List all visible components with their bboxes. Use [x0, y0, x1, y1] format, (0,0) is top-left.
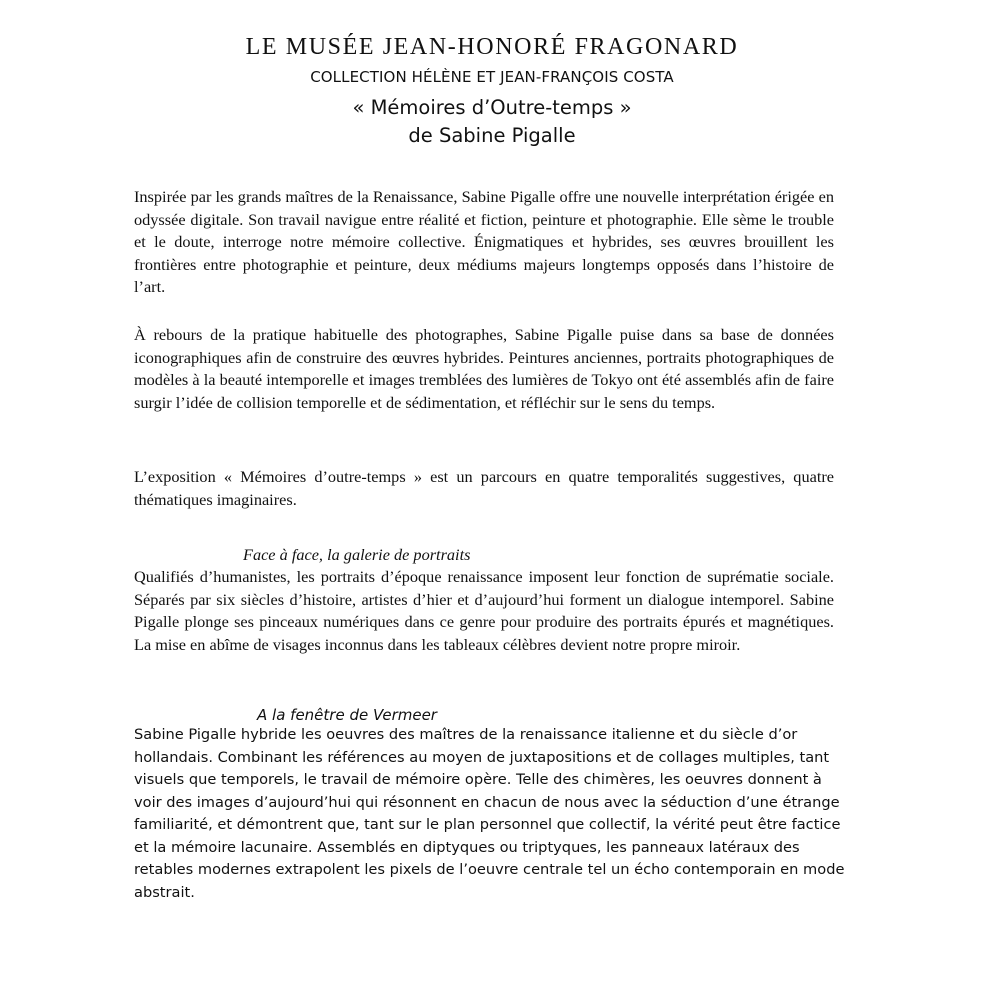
exhibition-title [0, 94, 984, 150]
exhibition-title-line1: « Mémoires d’Outre-temps » [352, 96, 632, 119]
third-paragraph: L’exposition « Mémoires d’outre-temps » est un parcours en quatre temporalités suggestives, quatre thématiques imaginaires. [134, 467, 834, 509]
section-heading-portraits: Face à face, la galerie de portraits [243, 545, 471, 564]
page-header [0, 30, 984, 150]
section-text-portraits: Qualifiés d’humanistes, les portraits d’époque renaissance imposent leur fonction de suprématie sociale. Séparés par six siècles d’histoire, artistes d’hier et d’aujourd’hui forment un dialogue intemporel. Sabine Pigalle plonge ses pinceaux numériques dans ce genre pour produire des portraits épurés et magnétiques. La mise en abîme de visages inconnus dans les tableaux célèbres devient notre propre miroir. [134, 567, 834, 654]
exhibition-title-line2: de Sabine Pigalle [408, 124, 576, 147]
section-heading-vermeer: A la fenêtre de Vermeer [257, 706, 437, 724]
intro-paragraph: Inspirée par les grands maîtres de la Renaissance, Sabine Pigalle offre une nouvelle interprétation érigée en odyssée digitale. Son travail navigue entre réalité et fiction, peinture et photographie. Elle sème le trouble et le doute, interroge notre mémoire collective. Énigmatiques et hybrides, ses œuvres brouillent les frontières entre photographie et peinture, deux médiums majeurs longtemps opposés dans l’histoire de l’art. [134, 187, 834, 296]
collection-subtitle: COLLECTION HÉLÈNE ET JEAN-FRANÇOIS COSTA [310, 68, 674, 86]
second-paragraph: À rebours de la pratique habituelle des photographes, Sabine Pigalle puise dans sa base de données iconographiques afin de construire des œuvres hybrides. Peintures anciennes, portraits photographiques de modèles à la beauté intemporelle et images tremblées des lumières de Tokyo ont été assemblés afin de faire surgir l’idée de collision temporelle et de sédimentation, et réfléchir sur le sens du temps. [134, 325, 834, 412]
museum-title: LE MUSÉE JEAN-HONORÉ FRAGONARD [245, 34, 739, 60]
section-text-vermeer: Sabine Pigalle hybride les oeuvres des maîtres de la renaissance italienne et du siècle d’or hollandais. Combinant les références au moyen de juxtapositions et de collages multiples, tant visuels que temporels, le travail de mémoire opère. Telle des chimères, les oeuvres donnent à voir des images d’aujourd’hui qui résonnent en chacun de nous avec la séduction d’une étrange familiarité, et démontrent que, tant sur le plan personnel que collectif, la vérité peut être factice et la mémoire lacunaire. Assemblés en diptyques ou triptyques, les panneaux latéraux des retables modernes extrapolent les pixels de l’oeuvre centrale tel un écho contemporain en mode abstrait. [134, 726, 845, 901]
